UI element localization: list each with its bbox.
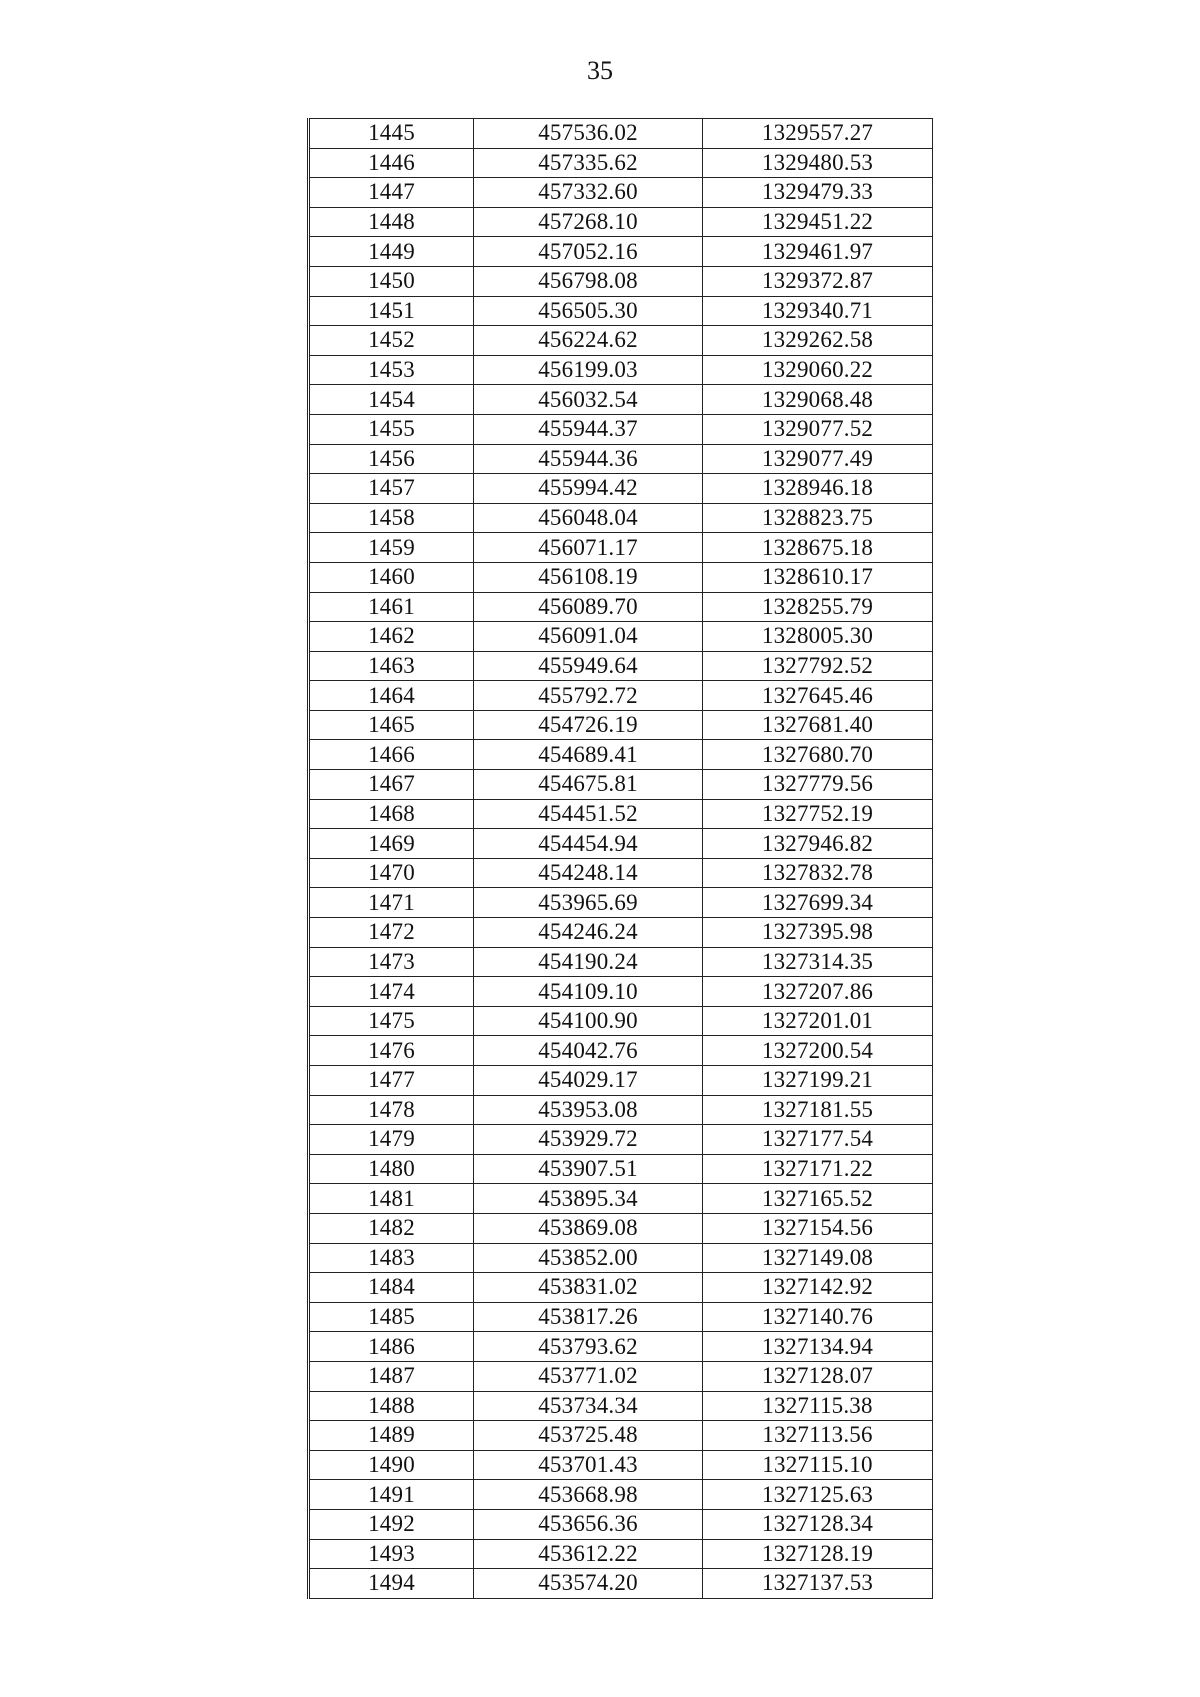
point-number-cell: 1450 <box>309 266 474 296</box>
table-row <box>309 385 933 415</box>
point-number-cell: 1445 <box>309 119 474 149</box>
table-row <box>309 1569 933 1599</box>
x-coordinate-cell: 454689.41 <box>474 740 703 770</box>
y-coordinate-cell: 1327125.63 <box>703 1480 933 1510</box>
y-coordinate-cell: 1327199.21 <box>703 1066 933 1096</box>
x-coordinate-cell: 453907.51 <box>474 1154 703 1184</box>
table-row <box>309 1154 933 1184</box>
table-row <box>309 1450 933 1480</box>
x-coordinate-cell: 454451.52 <box>474 799 703 829</box>
point-number-cell: 1447 <box>309 178 474 208</box>
x-coordinate-cell: 455949.64 <box>474 651 703 681</box>
table-row <box>309 266 933 296</box>
x-coordinate-cell: 455944.37 <box>474 414 703 444</box>
point-number-cell: 1460 <box>309 562 474 592</box>
point-number-cell: 1461 <box>309 592 474 622</box>
y-coordinate-cell: 1327946.82 <box>703 829 933 859</box>
x-coordinate-cell: 453668.98 <box>474 1480 703 1510</box>
point-number-cell: 1476 <box>309 1036 474 1066</box>
point-number-cell: 1477 <box>309 1066 474 1096</box>
point-number-cell: 1459 <box>309 533 474 563</box>
x-coordinate-cell: 453953.08 <box>474 1095 703 1125</box>
table-row <box>309 799 933 829</box>
point-number-cell: 1478 <box>309 1095 474 1125</box>
table-row <box>309 1480 933 1510</box>
table-row <box>309 947 933 977</box>
y-coordinate-cell: 1327115.38 <box>703 1391 933 1421</box>
y-coordinate-cell: 1327134.94 <box>703 1332 933 1362</box>
y-coordinate-cell: 1329060.22 <box>703 355 933 385</box>
point-number-cell: 1490 <box>309 1450 474 1480</box>
table-row <box>309 681 933 711</box>
table-row <box>309 296 933 326</box>
point-number-cell: 1488 <box>309 1391 474 1421</box>
table-row <box>309 474 933 504</box>
point-number-cell: 1452 <box>309 326 474 356</box>
y-coordinate-cell: 1327149.08 <box>703 1243 933 1273</box>
x-coordinate-cell: 454246.24 <box>474 918 703 948</box>
point-number-cell: 1486 <box>309 1332 474 1362</box>
table-row <box>309 562 933 592</box>
point-number-cell: 1457 <box>309 474 474 504</box>
y-coordinate-cell: 1327128.07 <box>703 1361 933 1391</box>
table-row <box>309 1125 933 1155</box>
table-row <box>309 592 933 622</box>
y-coordinate-cell: 1327137.53 <box>703 1569 933 1599</box>
point-number-cell: 1482 <box>309 1213 474 1243</box>
table-row <box>309 444 933 474</box>
y-coordinate-cell: 1327115.10 <box>703 1450 933 1480</box>
y-coordinate-cell: 1327200.54 <box>703 1036 933 1066</box>
x-coordinate-cell: 456505.30 <box>474 296 703 326</box>
table-row <box>309 1391 933 1421</box>
x-coordinate-cell: 453869.08 <box>474 1213 703 1243</box>
y-coordinate-cell: 1328255.79 <box>703 592 933 622</box>
y-coordinate-cell: 1327314.35 <box>703 947 933 977</box>
table-row <box>309 533 933 563</box>
point-number-cell: 1458 <box>309 503 474 533</box>
y-coordinate-cell: 1327165.52 <box>703 1184 933 1214</box>
x-coordinate-cell: 456071.17 <box>474 533 703 563</box>
table-row <box>309 770 933 800</box>
x-coordinate-cell: 453852.00 <box>474 1243 703 1273</box>
x-coordinate-cell: 457052.16 <box>474 237 703 267</box>
coordinates-table <box>307 118 933 1599</box>
x-coordinate-cell: 453734.34 <box>474 1391 703 1421</box>
table-row <box>309 1006 933 1036</box>
x-coordinate-cell: 453817.26 <box>474 1302 703 1332</box>
y-coordinate-cell: 1329077.52 <box>703 414 933 444</box>
table-row <box>309 414 933 444</box>
point-number-cell: 1463 <box>309 651 474 681</box>
point-number-cell: 1492 <box>309 1509 474 1539</box>
x-coordinate-cell: 453656.36 <box>474 1509 703 1539</box>
table-row <box>309 119 933 149</box>
point-number-cell: 1480 <box>309 1154 474 1184</box>
x-coordinate-cell: 453929.72 <box>474 1125 703 1155</box>
table-row <box>309 148 933 178</box>
x-coordinate-cell: 454454.94 <box>474 829 703 859</box>
table-row <box>309 977 933 1007</box>
point-number-cell: 1462 <box>309 622 474 652</box>
y-coordinate-cell: 1327681.40 <box>703 710 933 740</box>
table-row <box>309 237 933 267</box>
table-row <box>309 710 933 740</box>
y-coordinate-cell: 1329479.33 <box>703 178 933 208</box>
x-coordinate-cell: 457268.10 <box>474 207 703 237</box>
y-coordinate-cell: 1327181.55 <box>703 1095 933 1125</box>
table-row <box>309 1539 933 1569</box>
point-number-cell: 1491 <box>309 1480 474 1510</box>
x-coordinate-cell: 453895.34 <box>474 1184 703 1214</box>
y-coordinate-cell: 1328005.30 <box>703 622 933 652</box>
y-coordinate-cell: 1327752.19 <box>703 799 933 829</box>
y-coordinate-cell: 1327154.56 <box>703 1213 933 1243</box>
y-coordinate-cell: 1329262.58 <box>703 326 933 356</box>
x-coordinate-cell: 456224.62 <box>474 326 703 356</box>
y-coordinate-cell: 1329077.49 <box>703 444 933 474</box>
y-coordinate-cell: 1328946.18 <box>703 474 933 504</box>
y-coordinate-cell: 1329480.53 <box>703 148 933 178</box>
table-row <box>309 1095 933 1125</box>
point-number-cell: 1448 <box>309 207 474 237</box>
table-row <box>309 888 933 918</box>
point-number-cell: 1464 <box>309 681 474 711</box>
point-number-cell: 1446 <box>309 148 474 178</box>
table-row <box>309 1332 933 1362</box>
x-coordinate-cell: 454248.14 <box>474 858 703 888</box>
y-coordinate-cell: 1329451.22 <box>703 207 933 237</box>
y-coordinate-cell: 1329340.71 <box>703 296 933 326</box>
x-coordinate-cell: 456091.04 <box>474 622 703 652</box>
table-row <box>309 858 933 888</box>
x-coordinate-cell: 457335.62 <box>474 148 703 178</box>
table-row <box>309 1509 933 1539</box>
point-number-cell: 1451 <box>309 296 474 326</box>
y-coordinate-cell: 1328675.18 <box>703 533 933 563</box>
table-row <box>309 740 933 770</box>
table-row <box>309 1302 933 1332</box>
table-row <box>309 622 933 652</box>
x-coordinate-cell: 457332.60 <box>474 178 703 208</box>
x-coordinate-cell: 455944.36 <box>474 444 703 474</box>
y-coordinate-cell: 1327142.92 <box>703 1273 933 1303</box>
y-coordinate-cell: 1327128.19 <box>703 1539 933 1569</box>
x-coordinate-cell: 454109.10 <box>474 977 703 1007</box>
point-number-cell: 1489 <box>309 1421 474 1451</box>
y-coordinate-cell: 1327779.56 <box>703 770 933 800</box>
point-number-cell: 1449 <box>309 237 474 267</box>
table-row <box>309 1273 933 1303</box>
page-number: 35 <box>587 56 613 85</box>
y-coordinate-cell: 1327699.34 <box>703 888 933 918</box>
y-coordinate-cell: 1327177.54 <box>703 1125 933 1155</box>
y-coordinate-cell: 1329557.27 <box>703 119 933 149</box>
point-number-cell: 1466 <box>309 740 474 770</box>
y-coordinate-cell: 1327680.70 <box>703 740 933 770</box>
table-row <box>309 1066 933 1096</box>
x-coordinate-cell: 456048.04 <box>474 503 703 533</box>
y-coordinate-cell: 1327171.22 <box>703 1154 933 1184</box>
table-row <box>309 1213 933 1243</box>
y-coordinate-cell: 1328823.75 <box>703 503 933 533</box>
x-coordinate-cell: 453793.62 <box>474 1332 703 1362</box>
y-coordinate-cell: 1327140.76 <box>703 1302 933 1332</box>
table-row <box>309 829 933 859</box>
y-coordinate-cell: 1327128.34 <box>703 1509 933 1539</box>
table-row <box>309 1036 933 1066</box>
x-coordinate-cell: 456798.08 <box>474 266 703 296</box>
table-row <box>309 918 933 948</box>
point-number-cell: 1455 <box>309 414 474 444</box>
point-number-cell: 1487 <box>309 1361 474 1391</box>
table-row <box>309 651 933 681</box>
y-coordinate-cell: 1329461.97 <box>703 237 933 267</box>
x-coordinate-cell: 455792.72 <box>474 681 703 711</box>
point-number-cell: 1469 <box>309 829 474 859</box>
x-coordinate-cell: 454726.19 <box>474 710 703 740</box>
point-number-cell: 1470 <box>309 858 474 888</box>
point-number-cell: 1468 <box>309 799 474 829</box>
y-coordinate-cell: 1327645.46 <box>703 681 933 711</box>
x-coordinate-cell: 453612.22 <box>474 1539 703 1569</box>
y-coordinate-cell: 1328610.17 <box>703 562 933 592</box>
point-number-cell: 1474 <box>309 977 474 1007</box>
y-coordinate-cell: 1327113.56 <box>703 1421 933 1451</box>
x-coordinate-cell: 453965.69 <box>474 888 703 918</box>
x-coordinate-cell: 453574.20 <box>474 1569 703 1599</box>
x-coordinate-cell: 454190.24 <box>474 947 703 977</box>
table-row <box>309 1361 933 1391</box>
x-coordinate-cell: 453725.48 <box>474 1421 703 1451</box>
point-number-cell: 1485 <box>309 1302 474 1332</box>
x-coordinate-cell: 456199.03 <box>474 355 703 385</box>
table-row <box>309 503 933 533</box>
table-row <box>309 326 933 356</box>
point-number-cell: 1471 <box>309 888 474 918</box>
x-coordinate-cell: 454675.81 <box>474 770 703 800</box>
y-coordinate-cell: 1327395.98 <box>703 918 933 948</box>
point-number-cell: 1454 <box>309 385 474 415</box>
table-row <box>309 1243 933 1273</box>
point-number-cell: 1467 <box>309 770 474 800</box>
x-coordinate-cell: 455994.42 <box>474 474 703 504</box>
x-coordinate-cell: 453701.43 <box>474 1450 703 1480</box>
point-number-cell: 1483 <box>309 1243 474 1273</box>
x-coordinate-cell: 453771.02 <box>474 1361 703 1391</box>
point-number-cell: 1481 <box>309 1184 474 1214</box>
point-number-cell: 1453 <box>309 355 474 385</box>
x-coordinate-cell: 453831.02 <box>474 1273 703 1303</box>
x-coordinate-cell: 454100.90 <box>474 1006 703 1036</box>
table-row <box>309 355 933 385</box>
y-coordinate-cell: 1329372.87 <box>703 266 933 296</box>
table-row <box>309 1184 933 1214</box>
x-coordinate-cell: 456032.54 <box>474 385 703 415</box>
x-coordinate-cell: 454029.17 <box>474 1066 703 1096</box>
table-row <box>309 178 933 208</box>
coordinates-table-body <box>309 119 933 1599</box>
point-number-cell: 1475 <box>309 1006 474 1036</box>
y-coordinate-cell: 1327832.78 <box>703 858 933 888</box>
x-coordinate-cell: 454042.76 <box>474 1036 703 1066</box>
point-number-cell: 1472 <box>309 918 474 948</box>
y-coordinate-cell: 1329068.48 <box>703 385 933 415</box>
point-number-cell: 1484 <box>309 1273 474 1303</box>
point-number-cell: 1456 <box>309 444 474 474</box>
x-coordinate-cell: 456108.19 <box>474 562 703 592</box>
point-number-cell: 1493 <box>309 1539 474 1569</box>
x-coordinate-cell: 456089.70 <box>474 592 703 622</box>
table-row <box>309 207 933 237</box>
point-number-cell: 1465 <box>309 710 474 740</box>
table-row <box>309 1421 933 1451</box>
point-number-cell: 1479 <box>309 1125 474 1155</box>
y-coordinate-cell: 1327792.52 <box>703 651 933 681</box>
y-coordinate-cell: 1327201.01 <box>703 1006 933 1036</box>
point-number-cell: 1473 <box>309 947 474 977</box>
x-coordinate-cell: 457536.02 <box>474 119 703 149</box>
point-number-cell: 1494 <box>309 1569 474 1599</box>
y-coordinate-cell: 1327207.86 <box>703 977 933 1007</box>
